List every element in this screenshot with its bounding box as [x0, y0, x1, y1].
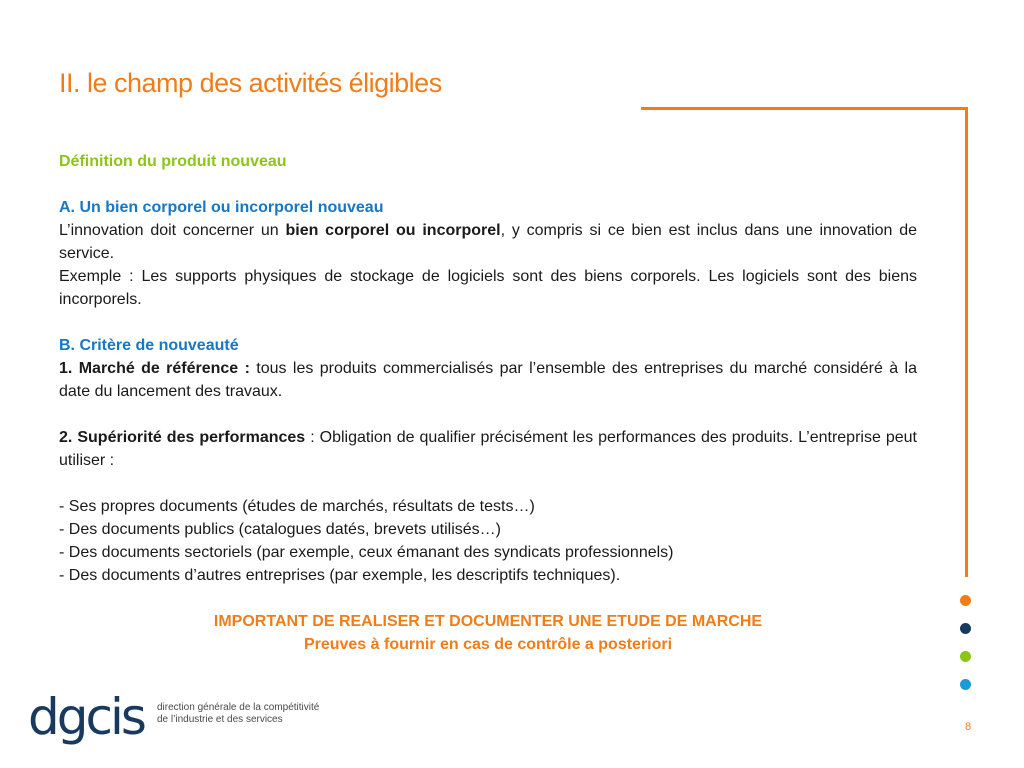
logo-caption — [157, 702, 319, 726]
part-a-p1-prefix: L’innovation doit concerner un — [59, 222, 286, 239]
criterion-2-label: 2. Supériorité des performances — [59, 429, 306, 446]
part-a-paragraph-1 — [59, 219, 917, 265]
page-number: 8 — [965, 721, 972, 733]
part-a-p1-bold: bien corporel ou incorporel — [285, 222, 501, 239]
important-notice: IMPORTANT DE REALISER ET DOCUMENTER UNE ETUDE DE MARCHE — [213, 613, 763, 630]
criterion-2-text: : Obligation de qualifier précisément les performances des produits. L’entreprise peut utiliser : — [59, 429, 917, 469]
logo-caption-line-2: de l’industrie et des services — [157, 714, 283, 725]
criterion-1 — [59, 357, 917, 403]
cyan-dot — [960, 679, 971, 690]
part-a-paragraph-2: Exemple : Les supports physiques de stockage de logiciels sont des biens corporels. Les logiciels sont des biens incorporels. — [59, 268, 917, 308]
criterion-1-text: tous les produits commercialisés par l’ensemble des entreprises du marché considéré à la date du lancement des travaux. — [59, 360, 918, 400]
logo-wordmark: dgcis — [28, 688, 144, 746]
part-a-heading: A. Un bien corporel ou incorporel nouveau — [59, 199, 384, 216]
section-heading: Définition du produit nouveau — [59, 153, 287, 170]
logo-caption-line-1: direction générale de la compétitivité — [157, 702, 320, 713]
orange-dot — [960, 595, 971, 606]
slide-content — [59, 150, 917, 656]
page-title: II. le champ des activités éligibles — [59, 68, 442, 98]
frame-right-line — [965, 107, 968, 577]
navy-dot — [960, 623, 971, 634]
green-dot — [960, 651, 971, 662]
part-b-heading: B. Critère de nouveauté — [59, 337, 239, 354]
frame-top-line — [641, 107, 967, 110]
list-item: - Des documents publics (catalogues datés, brevets utilisés…) — [59, 521, 501, 538]
part-a-p1-suffix: , y compris si ce bien est inclus dans une innovation de service. — [59, 222, 917, 262]
evidence-notice: Preuves à fournir en cas de contrôle a posteriori — [303, 636, 673, 653]
list-item: - Des documents d’autres entreprises (par exemple, les descriptifs techniques). — [59, 567, 621, 584]
criterion-1-label: 1. Marché de référence : — [59, 360, 250, 377]
criterion-2 — [59, 426, 917, 472]
list-item: - Des documents sectoriels (par exemple, ceux émanant des syndicats professionnels) — [59, 544, 674, 561]
dgcis-logo — [28, 686, 148, 756]
list-item: - Ses propres documents (études de marchés, résultats de tests…) — [59, 498, 535, 515]
